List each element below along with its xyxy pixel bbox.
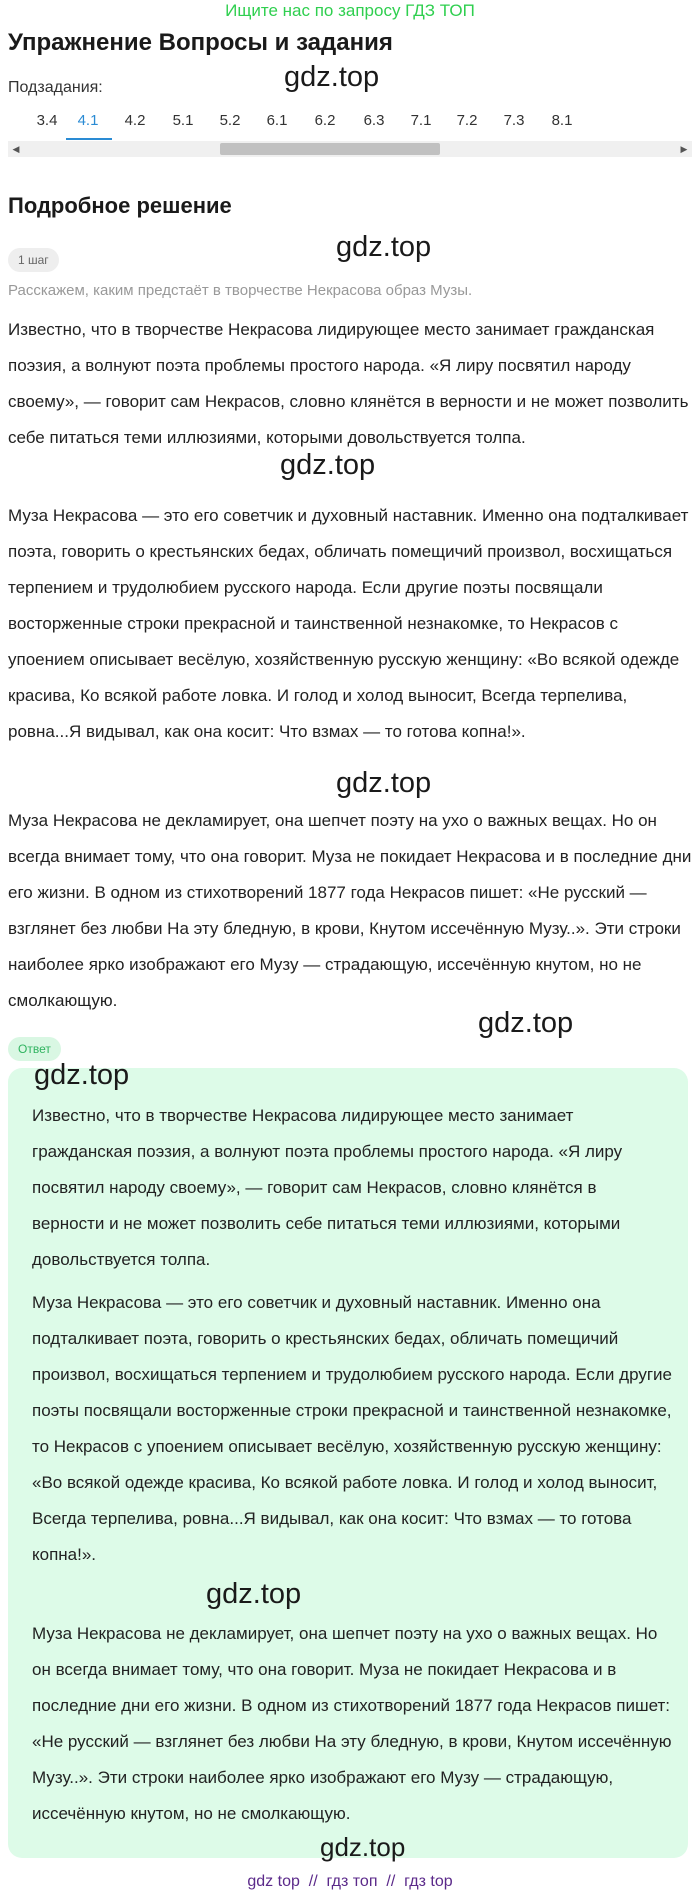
subtask-tab[interactable]: 7.3: [503, 112, 525, 129]
watermark: gdz.top: [336, 767, 432, 799]
watermark: gdz.top: [478, 1007, 574, 1039]
scroll-right-arrow-icon[interactable]: ▶: [680, 144, 688, 154]
answer-paragraph: Известно, что в творчестве Некрасова лидирующее место занимает гражданская поэзия, а волнуют поэта проблемы простого народа. «Я лиру посвятил народу своему», — говорит сам Некрасов, словно клянётся в верности и не может позволить себе питаться теми иллюзиями, которыми довольствуется толпа.: [32, 1106, 623, 1269]
watermark: gdz.top: [34, 1059, 130, 1091]
solution-title: Подробное решение: [8, 193, 232, 218]
subtask-tab[interactable]: 6.2: [314, 112, 336, 129]
active-tab-underline: [66, 138, 112, 140]
footer-links[interactable]: gdz top // гдз топ // гдз top: [247, 1873, 453, 1890]
subtask-tab[interactable]: 5.2: [219, 112, 241, 129]
watermark: gdz.top: [280, 449, 376, 481]
step-badge: 1 шаг: [8, 248, 59, 272]
subtask-tab[interactable]: 3.4: [36, 112, 58, 129]
watermark: gdz.top: [284, 61, 380, 93]
answer-badge: Ответ: [8, 1037, 61, 1061]
subtasks-label: Подзадания:: [8, 79, 103, 96]
scroll-thumb[interactable]: [220, 143, 440, 155]
watermark: gdz.top: [320, 1832, 406, 1862]
subtask-tab[interactable]: 6.3: [363, 112, 385, 129]
answer-paragraph: Муза Некрасова — это его советчик и духовный наставник. Именно она подталкивает поэта, говорить о крестьянских бедах, обличать помещичий произвол, восхищаться терпением и трудолюбием русского народа. Если другие поэты посвящали восторженные строки прекрасной и таинственной незнакомке, то Некрасов с упоением описывает весёлую, хозяйственную русскую женщину: «Во всякой одежде красива, Ко всякой работе ловка. И голод и холод выносит, Всегда терпелива, ровна...Я видывал, как она косит: Что взмах — то готова копна!».: [32, 1293, 672, 1564]
subtask-tab[interactable]: 4.2: [124, 112, 146, 129]
subtask-tab[interactable]: 8.1: [551, 112, 573, 129]
subtasks-tabs: [8, 104, 692, 140]
solution-paragraph: Муза Некрасова — это его советчик и духовный наставник. Именно она подталкивает поэта, говорить о крестьянских бедах, обличать помещичий произвол, восхищаться терпением и трудолюбием русского народа. Если другие поэты посвящали восторженные строки прекрасной и таинственной незнакомке, то Некрасов с упоением описывает весёлую, хозяйственную русскую женщину: «Во всякой одежде красива, Ко всякой работе ловка. И голод и холод выносит, Всегда терпелива, ровна...Я видывал, как она косит: Что взмах — то готова копна!».: [8, 506, 689, 741]
solution-paragraph: Муза Некрасова не декламирует, она шепчет поэту на ухо о важных вещах. Но он всегда внимает тому, что она говорит. Муза не покидает Некрасова и в последние дни его жизни. В одном из стихотворений 1877 года Некрасов пишет: «Не русский — взглянет без любви На эту бледную, в крови, Кнутом иссечённую Музу..». Эти строки наиболее ярко изображают его Музу — страдающую, иссечённую кнутом, но не смолкающую.: [8, 811, 692, 1010]
subtask-tab[interactable]: 5.1: [172, 112, 194, 129]
subtask-tab-active[interactable]: 4.1: [77, 112, 99, 129]
subtask-tab[interactable]: 7.2: [456, 112, 478, 129]
subtask-tab[interactable]: 6.1: [266, 112, 288, 129]
answer-paragraph: Муза Некрасова не декламирует, она шепчет поэту на ухо о важных вещах. Но он всегда внимает тому, что она говорит. Муза не покидает Некрасова и в последние дни его жизни. В одном из стихотворений 1877 года Некрасов пишет: «Не русский — взглянет без любви На эту бледную, в крови, Кнутом иссечённую Музу..». Эти строки наиболее ярко изображают его Музу — страдающую, иссечённую кнутом, но не смолкающую.: [32, 1624, 672, 1823]
subtasks-scrollbar[interactable]: [8, 141, 692, 157]
watermark: gdz.top: [206, 1578, 302, 1610]
watermark: gdz.top: [336, 231, 432, 263]
scroll-left-arrow-icon[interactable]: ◀: [12, 144, 20, 154]
solution-lead: Расскажем, каким предстаёт в творчестве Некрасова образ Музы.: [8, 282, 473, 299]
page-title: Упражнение Вопросы и задания: [8, 29, 393, 56]
promo-banner[interactable]: Ищите нас по запросу ГДЗ ТОП: [225, 1, 475, 20]
subtask-tab[interactable]: 7.1: [410, 112, 432, 129]
solution-paragraph: Известно, что в творчестве Некрасова лидирующее место занимает гражданская поэзия, а волнуют поэта проблемы простого народа. «Я лиру посвятил народу своему», — говорит сам Некрасов, словно клянётся в верности и не может позволить себе питаться теми иллюзиями, которыми довольствуется толпа.: [8, 320, 689, 447]
